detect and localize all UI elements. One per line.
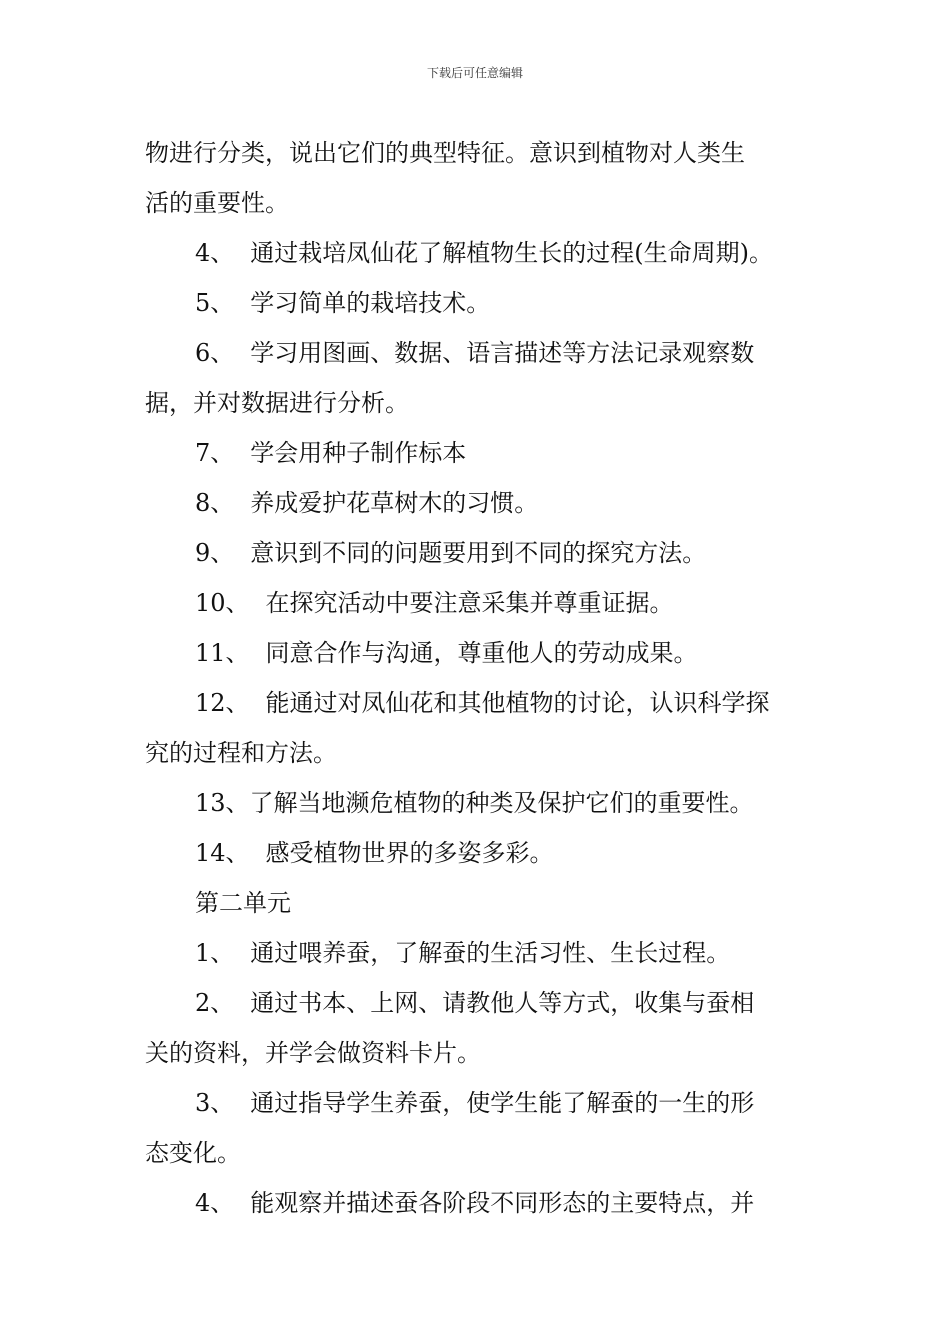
text-line	[145, 428, 810, 478]
document-body	[145, 128, 810, 1228]
item-number: 4、	[195, 239, 235, 267]
text-line	[145, 1078, 810, 1128]
item-number: 3、	[195, 1089, 235, 1117]
text-line	[145, 578, 810, 628]
line-text: 在探究活动中要注意采集并尊重证据。	[265, 589, 674, 617]
page-header: 下载后可任意编辑	[426, 66, 523, 80]
text-line	[145, 978, 810, 1028]
text-line	[145, 378, 810, 428]
text-line	[145, 878, 810, 928]
line-text: 通过栽培凤仙花了解植物生长的过程(生命周期)。	[250, 239, 774, 267]
line-text: 第二单元	[195, 889, 291, 917]
text-line	[145, 328, 810, 378]
text-line	[145, 228, 810, 278]
item-number: 4、	[195, 1189, 235, 1217]
text-line	[145, 928, 810, 978]
text-line	[145, 828, 810, 878]
line-text: 通过指导学生养蚕，使学生能了解蚕的一生的形	[250, 1089, 755, 1117]
line-text: 养成爱护花草树木的习惯。	[250, 489, 539, 517]
line-text: 学习用图画、数据、语言描述等方法记录观察数	[250, 339, 755, 367]
text-line	[145, 678, 810, 728]
text-line	[145, 478, 810, 528]
line-text: 学习简单的栽培技术。	[250, 289, 491, 317]
line-text: 究的过程和方法。	[145, 739, 337, 767]
line-text: 感受植物世界的多姿多彩。	[265, 839, 554, 867]
text-line	[145, 528, 810, 578]
item-number: 12、	[195, 689, 250, 717]
line-text: 物进行分类，说出它们的典型特征。意识到植物对人类生	[145, 139, 745, 167]
line-text: 13、了解当地濒危植物的种类及保护它们的重要性。	[195, 789, 754, 817]
text-line	[145, 278, 810, 328]
text-line	[145, 778, 810, 828]
line-text: 通过喂养蚕，了解蚕的生活习性、生长过程。	[250, 939, 731, 967]
line-text: 学会用种子制作标本	[250, 439, 467, 467]
text-line	[145, 1178, 810, 1228]
item-number: 10、	[195, 589, 250, 617]
item-number: 5、	[195, 289, 235, 317]
item-number: 14、	[195, 839, 250, 867]
line-text: 活的重要性。	[145, 189, 289, 217]
text-line	[145, 628, 810, 678]
text-line	[145, 128, 810, 178]
line-text: 态变化。	[145, 1139, 241, 1167]
line-text: 关的资料，并学会做资料卡片。	[145, 1039, 481, 1067]
item-number: 6、	[195, 339, 235, 367]
line-text: 意识到不同的问题要用到不同的探究方法。	[250, 539, 707, 567]
item-number: 8、	[195, 489, 235, 517]
line-text: 能通过对凤仙花和其他植物的讨论，认识科学探	[265, 689, 770, 717]
item-number: 9、	[195, 539, 235, 567]
text-line	[145, 1128, 810, 1178]
text-line	[145, 1028, 810, 1078]
item-number: 1、	[195, 939, 235, 967]
line-text: 通过书本、上网、请教他人等方式，收集与蚕相	[250, 989, 755, 1017]
item-number: 11、	[195, 639, 250, 667]
line-text: 据，并对数据进行分析。	[145, 389, 409, 417]
item-number: 7、	[195, 439, 235, 467]
item-number: 2、	[195, 989, 235, 1017]
line-text: 同意合作与沟通，尊重他人的劳动成果。	[265, 639, 698, 667]
line-text: 能观察并描述蚕各阶段不同形态的主要特点，并	[250, 1189, 755, 1217]
text-line	[145, 728, 810, 778]
text-line	[145, 178, 810, 228]
